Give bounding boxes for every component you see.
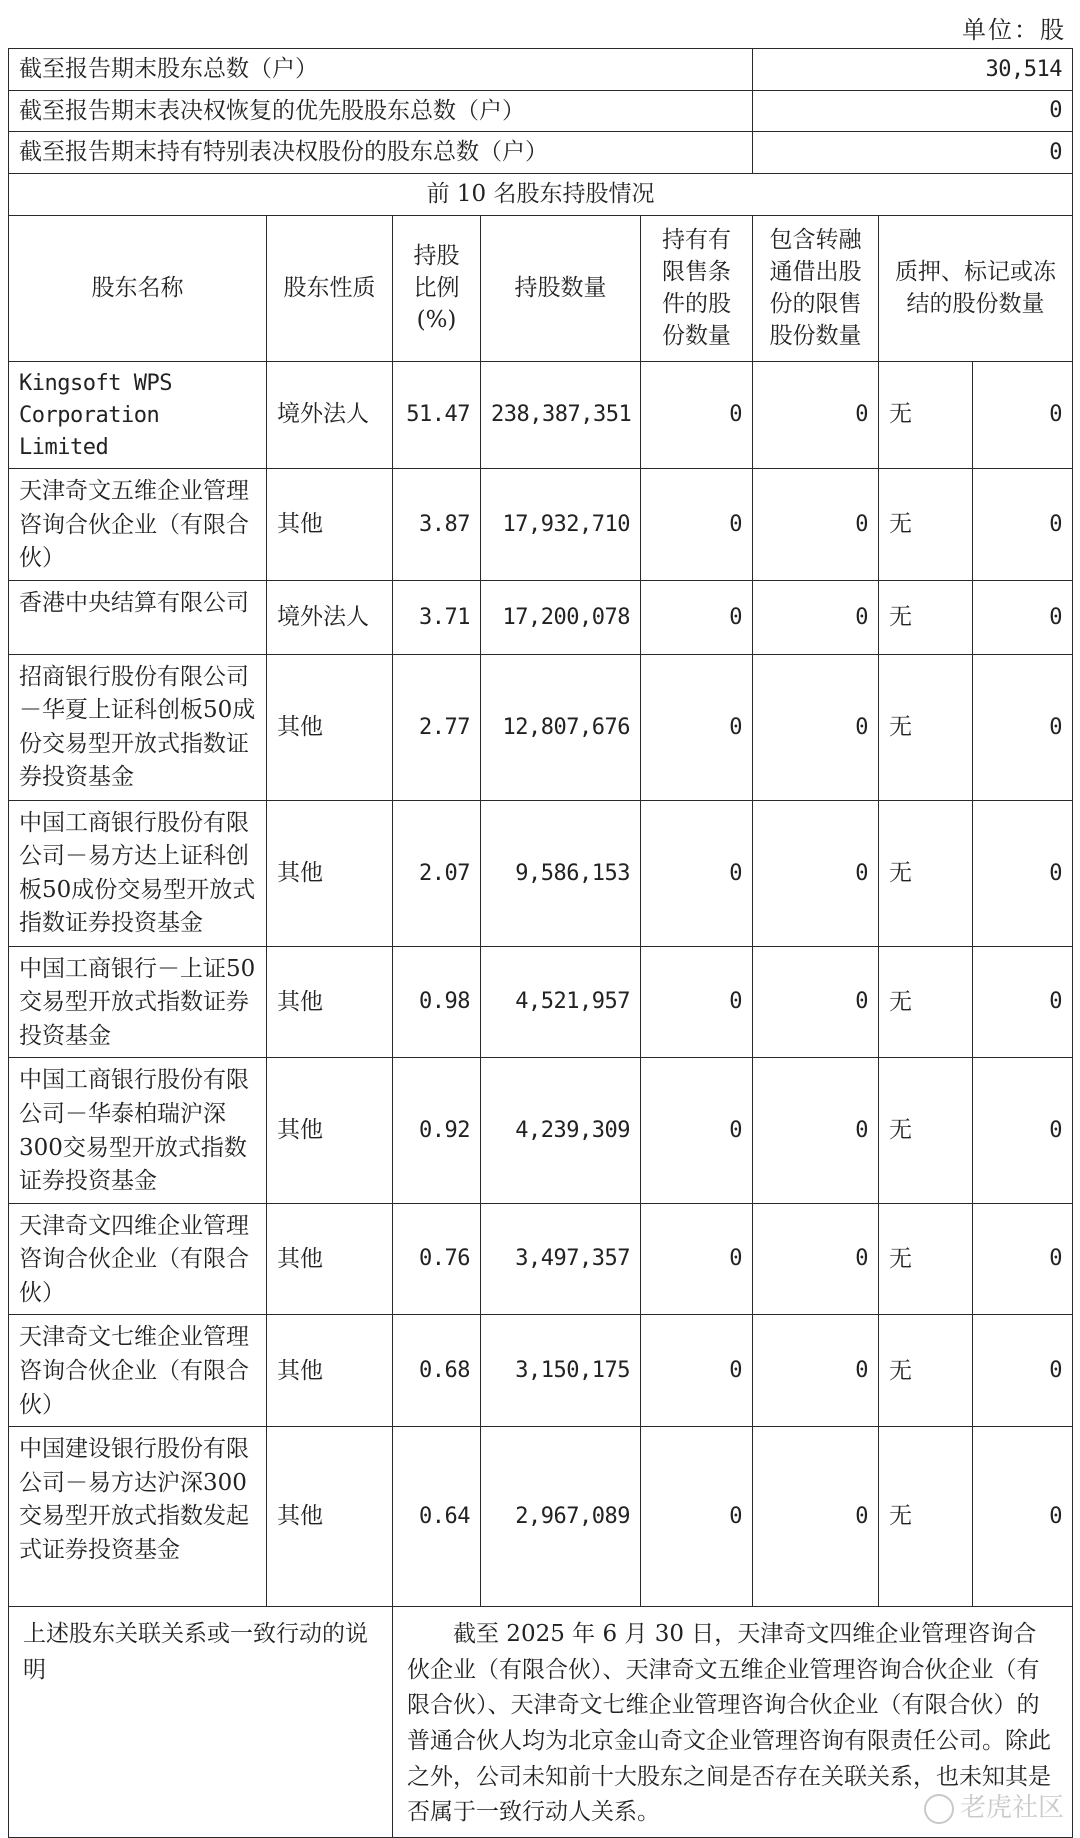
holding-quantity: 17,200,078 [481,580,641,654]
pledge-quantity: 0 [973,1203,1073,1315]
lent-restricted-shares: 0 [753,1427,879,1607]
summary-row [9,132,1073,174]
shareholder-nature: 其他 [267,800,393,946]
shareholder-name: 天津奇文七维企业管理咨询合伙企业（有限合伙） [9,1315,267,1427]
holding-quantity: 2,967,089 [481,1427,641,1607]
holding-ratio: 3.71 [393,580,481,654]
shareholder-row [9,1315,1073,1427]
lent-restricted-shares: 0 [753,946,879,1058]
restricted-shares: 0 [641,361,753,468]
shareholder-row [9,468,1073,580]
pledge-status: 无 [879,1058,973,1203]
holding-ratio: 0.64 [393,1427,481,1607]
pledge-quantity: 0 [973,800,1073,946]
restricted-shares: 0 [641,580,753,654]
header-ratio: 持股比例(%) [393,215,481,361]
shareholder-row [9,1427,1073,1607]
header-pledge: 质押、标记或冻结的股份数量 [879,215,1073,361]
header-restricted: 持有有限售条件的股份数量 [641,215,753,361]
shareholder-nature: 其他 [267,1427,393,1607]
restricted-shares: 0 [641,1203,753,1315]
pledge-status: 无 [879,1427,973,1607]
pledge-quantity: 0 [973,361,1073,468]
holding-quantity: 12,807,676 [481,654,641,800]
shareholder-nature: 其他 [267,468,393,580]
pledge-quantity: 0 [973,580,1073,654]
holding-ratio: 51.47 [393,361,481,468]
holding-ratio: 0.68 [393,1315,481,1427]
pledge-status: 无 [879,361,973,468]
summary-label: 截至报告期末表决权恢复的优先股股东总数（户） [9,90,753,132]
relation-row [9,1607,1073,1838]
shareholder-name: 中国工商银行股份有限公司－易方达上证科创板50成份交易型开放式指数证券投资基金 [9,800,267,946]
holding-quantity: 3,150,175 [481,1315,641,1427]
holding-quantity: 9,586,153 [481,800,641,946]
pledge-status: 无 [879,468,973,580]
pledge-status: 无 [879,946,973,1058]
pledge-quantity: 0 [973,1315,1073,1427]
lent-restricted-shares: 0 [753,580,879,654]
restricted-shares: 0 [641,1058,753,1203]
pledge-status: 无 [879,580,973,654]
shareholder-name: 香港中央结算有限公司 [9,580,267,654]
relation-label: 上述股东关联关系或一致行动的说明 [9,1607,393,1838]
tiger-logo-icon [924,1794,954,1824]
holding-ratio: 0.92 [393,1058,481,1203]
pledge-quantity: 0 [973,1058,1073,1203]
pledge-status: 无 [879,1203,973,1315]
restricted-shares: 0 [641,1427,753,1607]
holding-ratio: 0.76 [393,1203,481,1315]
shareholder-name: 招商银行股份有限公司－华夏上证科创板50成份交易型开放式指数证券投资基金 [9,654,267,800]
shareholder-row [9,800,1073,946]
summary-value: 30,514 [753,49,1073,91]
shareholder-name: 中国建设银行股份有限公司－易方达沪深300交易型开放式指数发起式证券投资基金 [9,1427,267,1607]
shareholder-name: Kingsoft WPS Corporation Limited [9,361,267,468]
header-name: 股东名称 [9,215,267,361]
shareholder-name: 天津奇文五维企业管理咨询合伙企业（有限合伙） [9,468,267,580]
relation-text: 截至 2025 年 6 月 30 日，天津奇文四维企业管理咨询合伙企业（有限合伙）、天津奇文五维企业管理咨询合伙企业（有限合伙）、天津奇文七维企业管理咨询合伙企业（有限合伙）的普通合伙人均为北京金山奇文企业管理咨询有限责任公司。除此之外，公司未知前十大股东之间是否存在关联关系，也未知其是否属于一致行动人关系。 [393,1607,1073,1838]
lent-restricted-shares: 0 [753,1058,879,1203]
unit-label: 单位：股 [962,16,1066,44]
shareholder-table [8,48,1073,1838]
shareholder-nature: 其他 [267,1315,393,1427]
watermark [924,1787,1064,1824]
restricted-shares: 0 [641,946,753,1058]
restricted-shares: 0 [641,800,753,946]
summary-row [9,49,1073,91]
shareholder-nature: 其他 [267,1058,393,1203]
section-title: 前 10 名股东持股情况 [9,173,1073,215]
summary-row [9,90,1073,132]
shareholder-name: 中国工商银行股份有限公司－华泰柏瑞沪深300交易型开放式指数证券投资基金 [9,1058,267,1203]
pledge-status: 无 [879,654,973,800]
holding-quantity: 4,521,957 [481,946,641,1058]
shareholder-row [9,1058,1073,1203]
shareholder-row [9,361,1073,468]
summary-label: 截至报告期末持有特别表决权股份的股东总数（户） [9,132,753,174]
shareholder-nature: 其他 [267,1203,393,1315]
summary-label: 截至报告期末股东总数（户） [9,49,753,91]
restricted-shares: 0 [641,1315,753,1427]
shareholder-nature: 其他 [267,946,393,1058]
lent-restricted-shares: 0 [753,654,879,800]
summary-value: 0 [753,90,1073,132]
holding-quantity: 238,387,351 [481,361,641,468]
holding-ratio: 0.98 [393,946,481,1058]
pledge-quantity: 0 [973,654,1073,800]
shareholder-row [9,1203,1073,1315]
holding-quantity: 4,239,309 [481,1058,641,1203]
shareholder-name: 中国工商银行－上证50交易型开放式指数证券投资基金 [9,946,267,1058]
section-title-row [9,173,1073,215]
pledge-quantity: 0 [973,946,1073,1058]
summary-value: 0 [753,132,1073,174]
lent-restricted-shares: 0 [753,1315,879,1427]
shareholder-row [9,654,1073,800]
pledge-status: 无 [879,1315,973,1427]
lent-restricted-shares: 0 [753,361,879,468]
header-lent: 包含转融通借出股份的限售股份数量 [753,215,879,361]
shareholder-nature: 境外法人 [267,580,393,654]
watermark-text: 老虎社区 [959,1793,1064,1823]
header-quantity: 持股数量 [481,215,641,361]
holding-quantity: 3,497,357 [481,1203,641,1315]
pledge-quantity: 0 [973,468,1073,580]
header-nature: 股东性质 [267,215,393,361]
holding-ratio: 3.87 [393,468,481,580]
shareholder-nature: 其他 [267,654,393,800]
lent-restricted-shares: 0 [753,800,879,946]
pledge-quantity: 0 [973,1427,1073,1607]
shareholder-row [9,946,1073,1058]
shareholder-row [9,580,1073,654]
header-row [9,215,1073,361]
shareholder-nature: 境外法人 [267,361,393,468]
pledge-status: 无 [879,800,973,946]
holding-quantity: 17,932,710 [481,468,641,580]
shareholder-name: 天津奇文四维企业管理咨询合伙企业（有限合伙） [9,1203,267,1315]
holding-ratio: 2.07 [393,800,481,946]
holding-ratio: 2.77 [393,654,481,800]
restricted-shares: 0 [641,468,753,580]
restricted-shares: 0 [641,654,753,800]
lent-restricted-shares: 0 [753,468,879,580]
lent-restricted-shares: 0 [753,1203,879,1315]
